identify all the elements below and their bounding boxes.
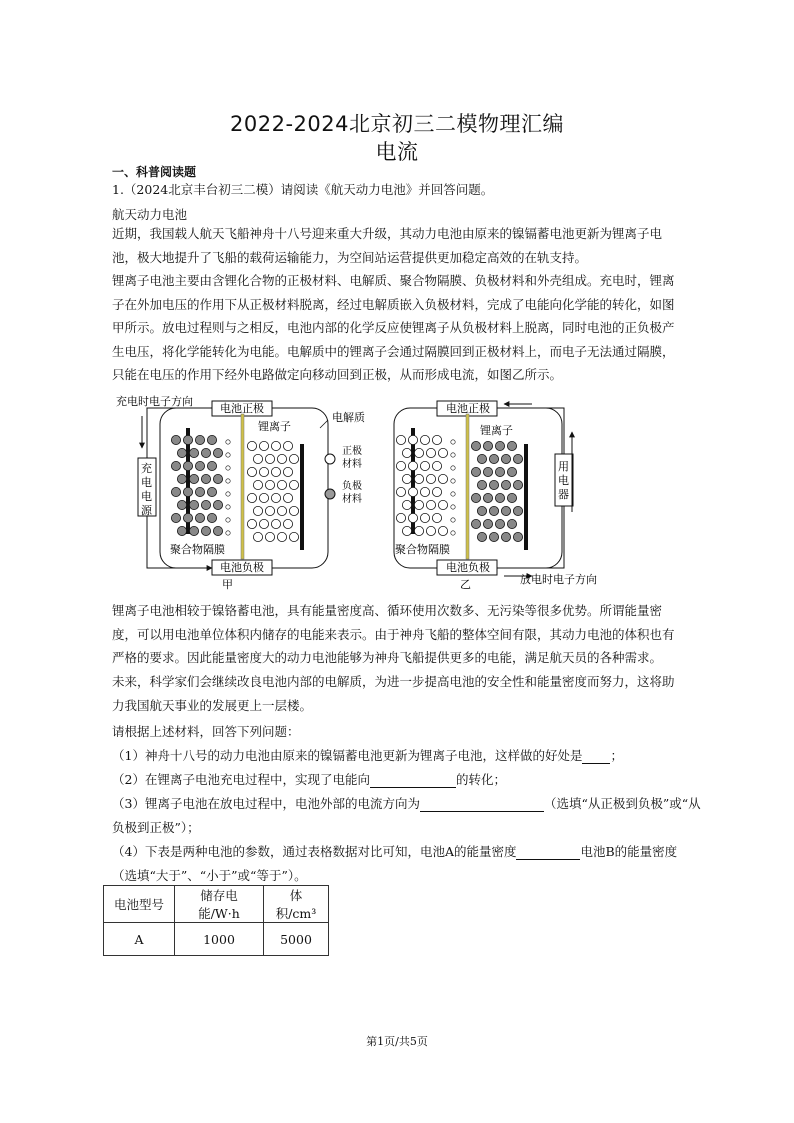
lithium-ion-dot xyxy=(451,466,455,470)
material-particle xyxy=(265,454,274,463)
question-4-cont: （选填“大于”、“小于”或“等于”）。 xyxy=(112,868,307,883)
lithium-ion-dot xyxy=(226,518,230,522)
pos-electrode-label-b: 电池正极 xyxy=(446,402,490,415)
material-particle xyxy=(426,448,435,457)
page-title: 2022-2024北京初三二模物理汇编 xyxy=(230,112,564,136)
label-yi: 乙 xyxy=(460,578,471,591)
material-particle xyxy=(189,474,198,483)
material-particle xyxy=(277,454,286,463)
material-particle xyxy=(489,454,498,463)
material-particle xyxy=(414,474,423,483)
material-particle xyxy=(183,487,192,496)
material-particle xyxy=(289,506,298,515)
material-particle xyxy=(283,519,292,528)
material-particle xyxy=(477,506,486,515)
q1-text: （1）神舟十八号的动力电池由原来的镍镉蓄电池更新为锂离子电池，这样做的好处是 xyxy=(112,748,583,763)
charger-label: 充电电源 xyxy=(141,462,152,517)
material-particle xyxy=(396,435,405,444)
material-particle xyxy=(195,513,204,522)
pos-material-label: 正极材料 xyxy=(342,446,362,470)
material-particle xyxy=(507,519,516,528)
discharge-dir-label: 放电时电子方向 xyxy=(520,573,597,586)
material-particle xyxy=(414,448,423,457)
material-particle xyxy=(283,441,292,450)
question-3-cont: 负极到正极”）； xyxy=(112,820,200,835)
material-particle xyxy=(438,500,447,509)
material-particle xyxy=(501,480,510,489)
material-particle xyxy=(283,467,292,476)
material-particle xyxy=(183,435,192,444)
q2-blank[interactable] xyxy=(370,773,456,788)
pos-electrode-label-a: 电池正极 xyxy=(220,402,264,415)
material-particle xyxy=(265,480,274,489)
neg-electrode-label-a: 电池负极 xyxy=(220,561,264,574)
material-particle xyxy=(489,532,498,541)
material-particle xyxy=(483,493,492,502)
material-particle xyxy=(201,448,210,457)
material-particle xyxy=(402,500,411,509)
lithium-ion-label-a: 锂离子 xyxy=(258,420,291,433)
page-footer: 第1页/共5页 xyxy=(366,1035,428,1048)
q1-blank[interactable] xyxy=(582,749,610,764)
legend-pos-dot xyxy=(325,454,335,464)
material-particle xyxy=(247,467,256,476)
load-label: 用电器 xyxy=(558,460,569,501)
material-particle xyxy=(195,487,204,496)
material-particle xyxy=(265,532,274,541)
material-particle xyxy=(253,480,262,489)
material-particle xyxy=(177,448,186,457)
material-particle xyxy=(277,532,286,541)
charge-wire-bottom xyxy=(147,516,212,568)
question-4 xyxy=(112,842,677,860)
article-title: 航天动力电池 xyxy=(112,207,188,222)
table-cell: 1000 xyxy=(175,923,264,956)
material-particle xyxy=(207,487,216,496)
material-particle xyxy=(201,500,210,509)
pos-plate xyxy=(300,444,304,550)
material-particle xyxy=(213,474,222,483)
material-particle xyxy=(420,487,429,496)
lithium-ion-dot xyxy=(226,479,230,483)
material-particle xyxy=(271,467,280,476)
q3-after: （选填“从正极到负极”或“从 xyxy=(543,796,701,811)
paragraph-2: 锂离子电池主要由含锂化合物的正极材料、电解质、聚合物隔膜、负极材料和外壳组成。充电时，锂离子在外加电压的作用下从正极材料脱离，经过电解质嵌入负极材料，完成了电能向化学能的转化，如图甲所示。放电过程则与之相反，电池内部的化学反应使锂离子从负极材料上脱离，同时电池的正负极产生电压，将化学能转化为电能。电解质中的锂离子会通过隔膜回到正极材料上，而电子无法通过隔膜，只能在电压的作用下经外电路做定向移动回到正极，从而形成电流，如图乙所示。 xyxy=(112,273,675,382)
separator-label-a: 聚合物隔膜 xyxy=(170,543,225,556)
material-particle xyxy=(201,474,210,483)
material-particle xyxy=(495,467,504,476)
material-particle xyxy=(283,493,292,502)
material-particle xyxy=(483,441,492,450)
material-particle xyxy=(408,487,417,496)
material-particle xyxy=(414,526,423,535)
lithium-ion-dot xyxy=(226,440,230,444)
material-particle xyxy=(277,480,286,489)
lithium-ion-dot xyxy=(451,531,455,535)
table-header: 储存电能/W·h xyxy=(175,886,264,923)
neg-material-label: 负极材料 xyxy=(342,481,362,505)
material-particle xyxy=(438,474,447,483)
material-particle xyxy=(408,513,417,522)
material-particle xyxy=(420,513,429,522)
material-particle xyxy=(483,467,492,476)
table-header-row xyxy=(104,886,329,923)
material-particle xyxy=(213,500,222,509)
lithium-ion-dot xyxy=(226,531,230,535)
lithium-ion-dot xyxy=(226,466,230,470)
material-particle xyxy=(507,441,516,450)
page-subtitle: 电流 xyxy=(375,140,419,164)
material-particle xyxy=(438,526,447,535)
q3-blank[interactable] xyxy=(420,797,544,812)
battery-table xyxy=(103,885,329,956)
material-particle xyxy=(477,532,486,541)
material-particle xyxy=(438,448,447,457)
q3-text: （3）锂离子电池在放电过程中，电池外部的电流方向为 xyxy=(112,796,420,811)
lithium-ion-dot xyxy=(451,505,455,509)
material-particle xyxy=(259,493,268,502)
material-particle xyxy=(471,441,480,450)
material-particle xyxy=(271,493,280,502)
material-particle xyxy=(189,500,198,509)
material-particle xyxy=(289,454,298,463)
material-particle xyxy=(171,461,180,470)
material-particle xyxy=(471,519,480,528)
q4-text: （4）下表是两种电池的参数，通过表格数据对比可知，电池A的能量密度 xyxy=(112,844,517,859)
material-particle xyxy=(277,506,286,515)
material-particle xyxy=(477,480,486,489)
paragraph-4: 未来，科学家们会继续改良电池内部的电解质，为进一步提高电池的安全性和能量密度而努力，这将助力我国航天事业的发展更上一层楼。 xyxy=(112,674,675,713)
material-particle xyxy=(177,526,186,535)
material-particle xyxy=(495,519,504,528)
material-particle xyxy=(195,461,204,470)
material-particle xyxy=(501,506,510,515)
diagram-jia xyxy=(138,401,328,575)
material-particle xyxy=(513,506,522,515)
material-particle xyxy=(495,493,504,502)
material-particle xyxy=(213,448,222,457)
material-particle xyxy=(513,532,522,541)
material-particle xyxy=(259,519,268,528)
material-particle xyxy=(495,441,504,450)
material-particle xyxy=(177,500,186,509)
table-cell: 5000 xyxy=(264,923,329,956)
material-particle xyxy=(414,500,423,509)
material-particle xyxy=(402,474,411,483)
material-particle xyxy=(402,526,411,535)
material-particle xyxy=(432,461,441,470)
material-particle xyxy=(501,532,510,541)
separator-label-b: 聚合物隔膜 xyxy=(395,543,450,556)
material-particle xyxy=(513,480,522,489)
material-particle xyxy=(259,467,268,476)
material-particle xyxy=(432,487,441,496)
material-particle xyxy=(201,526,210,535)
battery-diagram xyxy=(112,392,632,592)
material-particle xyxy=(177,474,186,483)
material-particle xyxy=(213,526,222,535)
material-particle xyxy=(271,441,280,450)
material-particle xyxy=(207,513,216,522)
material-particle xyxy=(402,448,411,457)
material-particle xyxy=(432,513,441,522)
material-particle xyxy=(247,493,256,502)
table-header: 体积/cm³ xyxy=(264,886,329,923)
lithium-ion-dot xyxy=(226,492,230,496)
pos-plate xyxy=(524,444,528,550)
lithium-ion-dot xyxy=(226,505,230,509)
q4-blank[interactable] xyxy=(516,845,580,860)
material-particle xyxy=(171,435,180,444)
material-particle xyxy=(247,519,256,528)
material-particle xyxy=(426,526,435,535)
material-particle xyxy=(207,435,216,444)
question-intro: 1.（2024北京丰台初三二模）请阅读《航天动力电池》并回答问题。 xyxy=(112,182,494,197)
question-1 xyxy=(112,746,623,764)
section-heading: 一、科普阅读题 xyxy=(112,165,197,179)
material-particle xyxy=(189,526,198,535)
lithium-ion-dot xyxy=(451,453,455,457)
material-particle xyxy=(396,513,405,522)
lithium-ion-dot xyxy=(226,453,230,457)
material-particle xyxy=(432,435,441,444)
material-particle xyxy=(489,506,498,515)
electrolyte-pointer xyxy=(320,420,328,428)
q2-text: （2）在锂离子电池充电过程中，实现了电能向 xyxy=(112,772,370,787)
material-particle xyxy=(289,480,298,489)
material-particle xyxy=(408,435,417,444)
material-particle xyxy=(426,474,435,483)
charge-dir-label: 充电时电子方向 xyxy=(116,395,193,408)
material-particle xyxy=(426,500,435,509)
material-particle xyxy=(396,487,405,496)
lithium-ion-dot xyxy=(451,440,455,444)
material-particle xyxy=(265,506,274,515)
separator xyxy=(466,414,469,559)
material-particle xyxy=(183,461,192,470)
material-particle xyxy=(253,454,262,463)
material-particle xyxy=(195,435,204,444)
material-particle xyxy=(471,493,480,502)
material-particle xyxy=(253,532,262,541)
instruction: 请根据上述材料，回答下列问题： xyxy=(112,724,300,739)
paragraph-3: 锂离子电池相较于镍铬蓄电池，具有能量密度高、循环使用次数多、无污染等很多优势。所谓能量密度，可以用电池单位体积内储存的电能来表示。由于神舟飞船的整体空间有限，其动力电池的体积也有严格的要求。因此能量密度大的动力电池能够为神舟飞船提供更多的电能，满足航天员的各种需求。 xyxy=(112,603,675,665)
material-particle xyxy=(289,532,298,541)
material-particle xyxy=(408,461,417,470)
label-jia: 甲 xyxy=(222,578,233,591)
q1-after: ； xyxy=(610,748,623,763)
material-particle xyxy=(420,461,429,470)
material-particle xyxy=(507,493,516,502)
legend-neg-dot xyxy=(325,489,335,499)
material-particle xyxy=(207,461,216,470)
question-3 xyxy=(112,794,701,812)
material-particle xyxy=(189,448,198,457)
material-particle xyxy=(171,513,180,522)
question-2 xyxy=(112,770,506,788)
table-header: 电池型号 xyxy=(104,886,175,923)
lithium-ion-label-b: 锂离子 xyxy=(480,424,513,437)
material-particle xyxy=(420,435,429,444)
material-particle xyxy=(271,519,280,528)
q2-after: 的转化； xyxy=(455,772,506,787)
material-particle xyxy=(259,441,268,450)
material-particle xyxy=(513,454,522,463)
material-particle xyxy=(489,480,498,489)
material-particle xyxy=(507,467,516,476)
material-particle xyxy=(471,467,480,476)
material-particle xyxy=(477,454,486,463)
lithium-ion-dot xyxy=(451,492,455,496)
material-particle xyxy=(183,513,192,522)
material-particle xyxy=(247,441,256,450)
material-particle xyxy=(483,519,492,528)
material-particle xyxy=(396,461,405,470)
material-particle xyxy=(171,487,180,496)
table-cell: A xyxy=(104,923,175,956)
paragraph-1: 近期，我国载人航天飞船神舟十八号迎来重大升级，其动力电池由原来的镍镉蓄电池更新为锂离子电池，极大地提升了飞船的载荷运输能力，为空间站运营提供更加稳定高效的在轨支持。 xyxy=(112,226,663,265)
material-particle xyxy=(501,454,510,463)
q4-after: 电池B的能量密度 xyxy=(580,844,678,859)
table-row xyxy=(104,923,329,956)
electrolyte-label: 电解质 xyxy=(332,411,365,424)
separator xyxy=(241,414,244,559)
neg-electrode-label-b: 电池负极 xyxy=(446,561,490,574)
lithium-ion-dot xyxy=(451,479,455,483)
lithium-ion-dot xyxy=(451,518,455,522)
material-particle xyxy=(253,506,262,515)
